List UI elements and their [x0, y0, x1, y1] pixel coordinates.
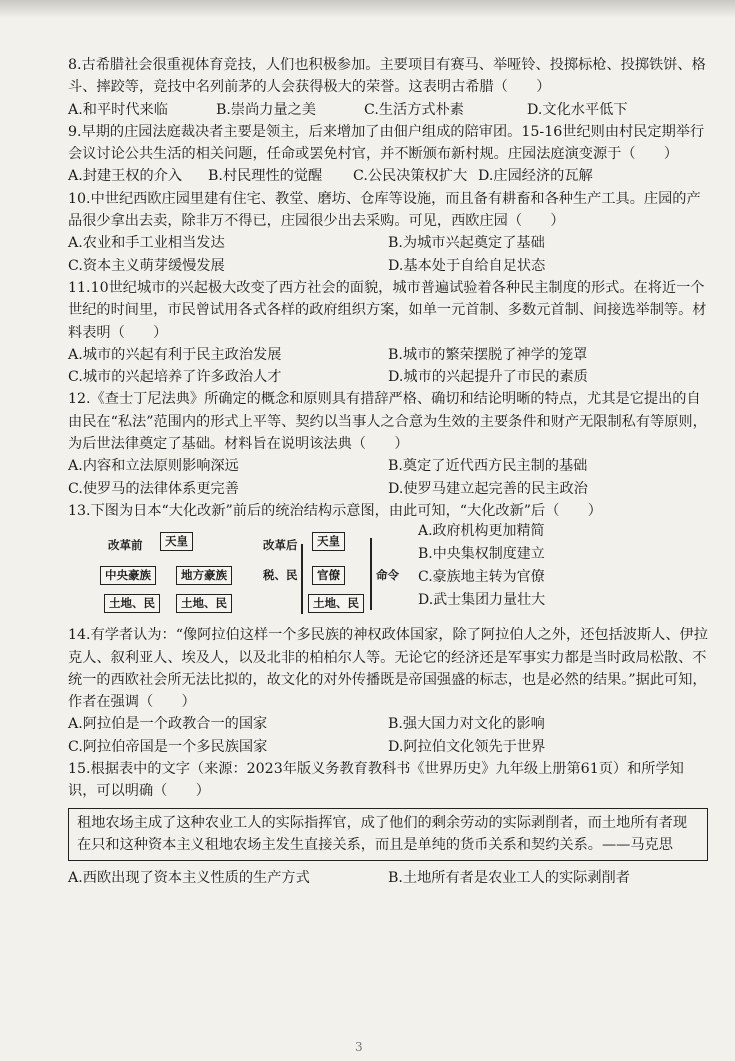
land-people-box-1: 土地、民	[104, 594, 160, 613]
option-a[interactable]: A.内容和立法原则影响深远	[68, 458, 239, 475]
marx-quote-box: 租地农场主成了这种农业工人的实际指挥官，成了他们的剩余劳动的实际剥削者，而土地所有者现在只和这种资本主义租地农场主发生直接关系，而且是单纯的货币关系和契约关系。——马克思	[68, 808, 708, 861]
option-c[interactable]: C.公民决策权扩大	[353, 168, 468, 185]
option-d[interactable]: D.使罗马建立起完善的民主政治	[388, 480, 588, 497]
taika-reform-diagram	[68, 523, 708, 618]
before-label: 改革前	[108, 538, 143, 553]
emperor-box-after: 天皇	[312, 532, 345, 551]
local-clan-box: 地方豪族	[176, 566, 232, 585]
question-14-options	[68, 713, 708, 758]
option-b[interactable]: B.土地所有者是农业工人的实际剥削者	[388, 869, 630, 886]
question-8-options	[68, 99, 708, 121]
option-d[interactable]: D.基本处于自给自足状态	[388, 257, 546, 274]
option-d[interactable]: D.城市的兴起提升了市民的素质	[388, 369, 588, 386]
option-c[interactable]: C.豪族地主转为官僚	[418, 569, 545, 586]
option-b[interactable]: B.强大国力对文化的影响	[388, 716, 545, 733]
option-c[interactable]: C.城市的兴起培养了许多政治人才	[68, 369, 282, 386]
option-d[interactable]: D.文化水平低下	[527, 101, 628, 118]
option-c[interactable]: C.阿拉伯帝国是一个多民族国家	[68, 738, 268, 755]
downward-arrow-line	[370, 538, 372, 610]
option-a[interactable]: A.和平时代来临	[68, 101, 168, 118]
tax-people-label: 税、民	[263, 568, 298, 583]
option-c[interactable]: C.资本主义萌芽缓慢发展	[68, 257, 225, 274]
option-a[interactable]: A.封建王权的介入	[68, 168, 183, 185]
option-c[interactable]: C.生活方式朴素	[364, 101, 464, 118]
land-people-box-2: 土地、民	[176, 594, 232, 613]
option-b[interactable]: B.为城市兴起奠定了基础	[388, 235, 545, 252]
land-people-box-after: 土地、民	[308, 594, 364, 613]
option-d[interactable]: D.武士集团力量壮大	[418, 592, 546, 609]
question-15-stem: 15.根据表中的文字（来源：2023年版义务教育教科书《世界历史》九年级上册第61页）和所学知识，可以明确（ ）	[68, 761, 684, 800]
question-9-stem: 9.早期的庄园法庭裁决者主要是领主，后来增加了由佃户组成的陪审团。15-16世纪则由村民定期举行会议讨论公共生活的相关问题，任命或罢免村官，并不断颁布新村规。庄园法庭演变源于（ ）	[68, 123, 705, 163]
question-10-stem: 10.中世纪西欧庄园里建有住宅、教堂、磨坊、仓库等设施，而且备有耕畜和各种生产工具。庄园的产品很少拿出去卖，除非万不得已，庄园很少出去采购。可见，西欧庄园（ ）	[68, 190, 701, 230]
question-8-stem: 8.古希腊社会很重视体育竞技，人们也积极参加。主要项目有赛马、举哑铃、投掷标枪、投掷铁饼、格斗、摔跤等，竞技中名列前茅的人会获得极大的荣誉。这表明古希腊（ ）	[68, 57, 706, 96]
page-number: 3	[355, 1040, 363, 1054]
option-b[interactable]: B.中央集权制度建立	[418, 546, 545, 563]
question-11-options	[68, 344, 708, 389]
option-b[interactable]: B.奠定了近代西方民主制的基础	[388, 458, 588, 475]
question-12-stem: 12.《查士丁尼法典》所确定的概念和原则具有措辞严格、确切和结论明晰的特点，尤其是它提出的自由民在“私法”范围内的形式上平等、契约以当事人之合意为生效的主要条件和财产无限制私有等原则，为后世法律奠定了基础。材料旨在说明该法典（ ）	[68, 391, 707, 453]
question-9-options	[68, 165, 708, 187]
upward-arrow-line	[301, 544, 303, 614]
question-13-stem: 13.下图为日本“大化改新”前后的统治结构示意图，由此可知，“大化改新”后（ ）	[68, 502, 602, 519]
option-a[interactable]: A.西欧出现了资本主义性质的生产方式	[68, 869, 310, 886]
question-15-options	[68, 867, 708, 889]
option-a[interactable]: A.城市的兴起有利于民主政治发展	[68, 346, 282, 363]
emperor-box-before: 天皇	[160, 532, 193, 551]
central-clan-box: 中央豪族	[100, 566, 156, 585]
option-a[interactable]: A.农业和手工业相当发达	[68, 235, 225, 252]
question-14-stem: 14.有学者认为：“像阿拉伯这样一个多民族的神权政体国家，除了阿拉伯人之外，还包括波斯人、伊拉克人、叙利亚人、埃及人，以及北非的柏柏尔人等。无论它的经济还是军事实力都是当时政局松散、不统一的西欧社会所无法比拟的，故文化的对外传播既是帝国强盛的标志，也是必然的结果。”据此可知，作者在强调（ ）	[68, 627, 708, 711]
option-a[interactable]: A.阿拉伯是一个政教合一的国家	[68, 716, 268, 733]
order-label: 命令	[376, 568, 399, 583]
question-13-options	[418, 520, 545, 612]
option-d[interactable]: D.阿拉伯文化领先于世界	[388, 738, 546, 755]
option-d[interactable]: D.庄园经济的瓦解	[478, 168, 593, 185]
scan-edge-shadow	[0, 0, 735, 18]
question-12-options	[68, 455, 708, 500]
option-a[interactable]: A.政府机构更加精简	[418, 523, 545, 540]
after-label: 改革后	[263, 538, 298, 553]
option-b[interactable]: B.崇尚力量之美	[216, 101, 317, 118]
option-c[interactable]: C.使罗马的法律体系更完善	[68, 480, 239, 497]
question-11-stem: 11.10世纪城市的兴起极大改变了西方社会的面貌，城市普遍试验着各种民主制度的形式。在将近一个世纪的时间里，市民曾试用各式各样的政府组织方案，如单一元首制、多数元首制、间接选举制等。材料表明（ ）	[68, 279, 707, 341]
option-b[interactable]: B.村民理性的觉醒	[208, 168, 323, 185]
question-10-options	[68, 232, 708, 277]
option-b[interactable]: B.城市的繁荣摆脱了神学的笼罩	[388, 346, 588, 363]
official-box: 官僚	[312, 566, 345, 585]
question-area	[68, 54, 708, 889]
